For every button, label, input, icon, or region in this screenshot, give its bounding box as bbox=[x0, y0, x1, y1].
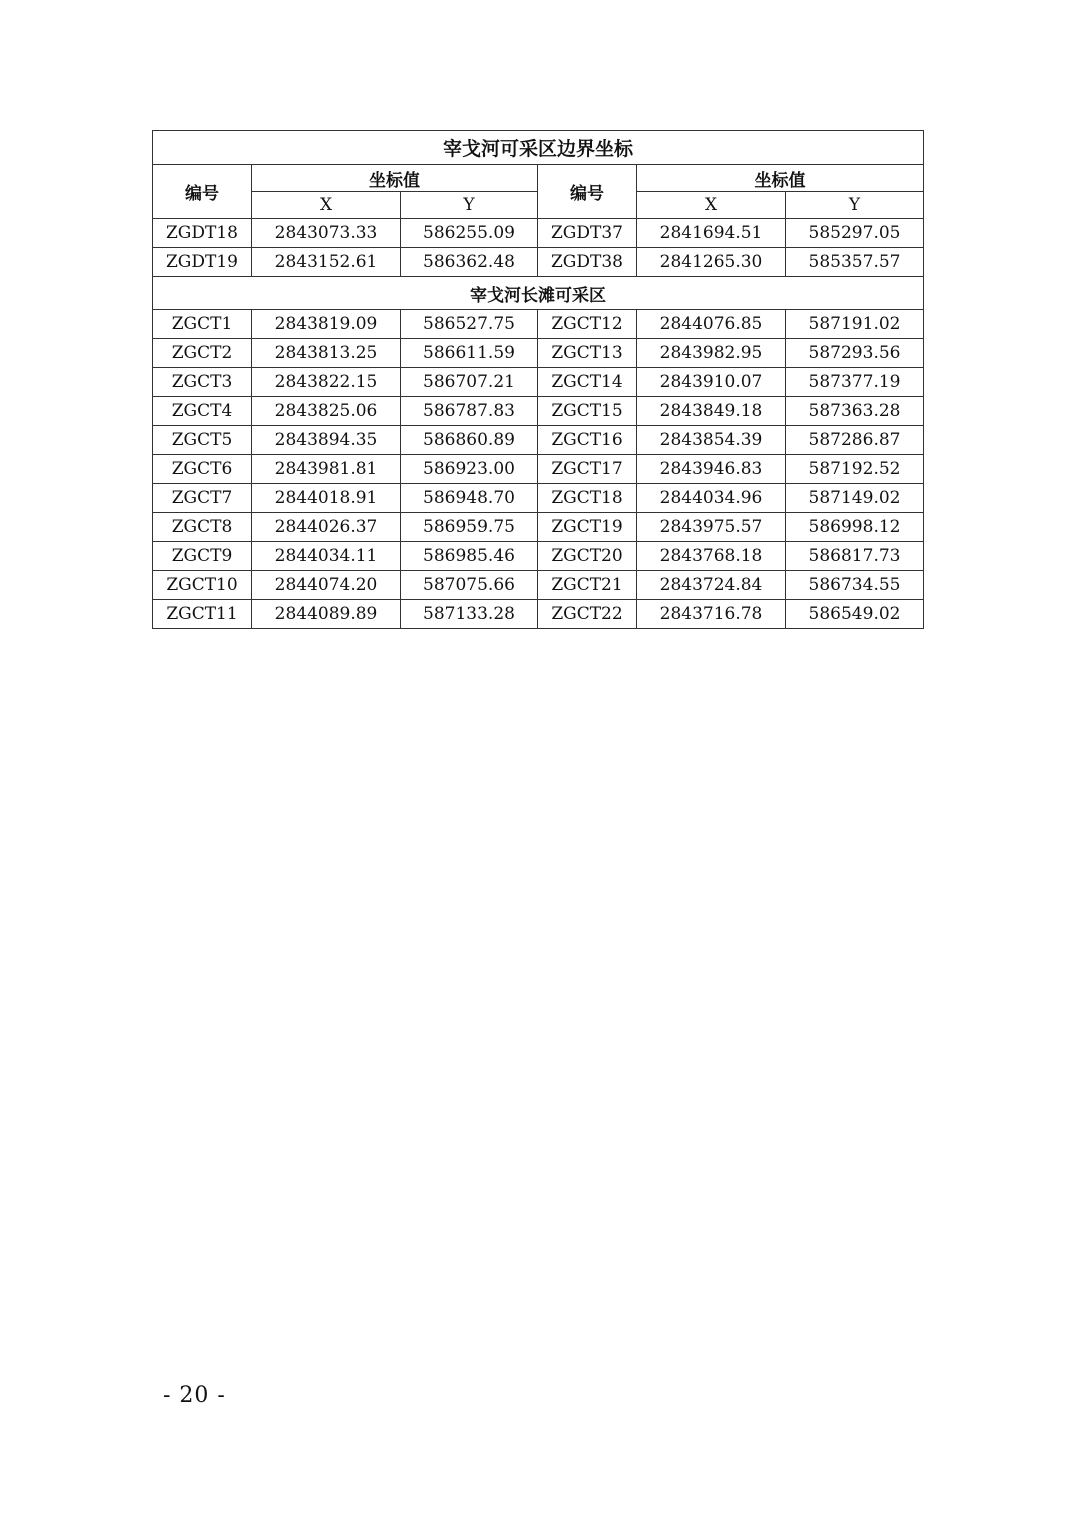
table-row bbox=[153, 426, 924, 455]
table-title: 宰戈河可采区边界坐标 bbox=[153, 131, 924, 165]
x-value-cell: 2844076.85 bbox=[637, 310, 786, 339]
id-column-header: 编号 bbox=[538, 165, 637, 219]
point-id-cell: ZGCT12 bbox=[538, 310, 637, 339]
y-value-cell: 586362.48 bbox=[401, 248, 538, 277]
x-value-cell: 2843946.83 bbox=[637, 455, 786, 484]
x-column-header: X bbox=[252, 192, 401, 219]
x-value-cell: 2844074.20 bbox=[252, 571, 401, 600]
point-id-cell: ZGCT1 bbox=[153, 310, 252, 339]
point-id-cell: ZGCT22 bbox=[538, 600, 637, 629]
section-title: 宰戈河长滩可采区 bbox=[153, 277, 924, 310]
y-value-cell: 587149.02 bbox=[786, 484, 924, 513]
table-row bbox=[153, 513, 924, 542]
page-number: - 20 - bbox=[163, 1383, 226, 1408]
id-column-header: 编号 bbox=[153, 165, 252, 219]
x-value-cell: 2843768.18 bbox=[637, 542, 786, 571]
point-id-cell: ZGCT2 bbox=[153, 339, 252, 368]
y-column-header: Y bbox=[786, 192, 924, 219]
point-id-cell: ZGCT13 bbox=[538, 339, 637, 368]
y-value-cell: 586817.73 bbox=[786, 542, 924, 571]
x-value-cell: 2844026.37 bbox=[252, 513, 401, 542]
x-value-cell: 2843982.95 bbox=[637, 339, 786, 368]
table-row bbox=[153, 600, 924, 629]
x-value-cell: 2844034.96 bbox=[637, 484, 786, 513]
y-value-cell: 586948.70 bbox=[401, 484, 538, 513]
y-value-cell: 586985.46 bbox=[401, 542, 538, 571]
point-id-cell: ZGCT11 bbox=[153, 600, 252, 629]
y-value-cell: 587075.66 bbox=[401, 571, 538, 600]
table-row bbox=[153, 484, 924, 513]
y-value-cell: 586860.89 bbox=[401, 426, 538, 455]
x-value-cell: 2844034.11 bbox=[252, 542, 401, 571]
table-row bbox=[153, 455, 924, 484]
y-value-cell: 586734.55 bbox=[786, 571, 924, 600]
table-row bbox=[153, 310, 924, 339]
y-value-cell: 586923.00 bbox=[401, 455, 538, 484]
y-column-header: Y bbox=[401, 192, 538, 219]
x-value-cell: 2843975.57 bbox=[637, 513, 786, 542]
x-value-cell: 2843819.09 bbox=[252, 310, 401, 339]
point-id-cell: ZGCT4 bbox=[153, 397, 252, 426]
y-value-cell: 586549.02 bbox=[786, 600, 924, 629]
coordinate-table bbox=[152, 130, 924, 629]
point-id-cell: ZGDT18 bbox=[153, 219, 252, 248]
table-row bbox=[153, 368, 924, 397]
y-value-cell: 587192.52 bbox=[786, 455, 924, 484]
table-row bbox=[153, 571, 924, 600]
x-value-cell: 2843813.25 bbox=[252, 339, 401, 368]
point-id-cell: ZGCT10 bbox=[153, 571, 252, 600]
x-value-cell: 2843894.35 bbox=[252, 426, 401, 455]
x-column-header: X bbox=[637, 192, 786, 219]
point-id-cell: ZGCT5 bbox=[153, 426, 252, 455]
x-value-cell: 2843854.39 bbox=[637, 426, 786, 455]
x-value-cell: 2844018.91 bbox=[252, 484, 401, 513]
table-row bbox=[153, 248, 924, 277]
x-value-cell: 2843716.78 bbox=[637, 600, 786, 629]
point-id-cell: ZGCT14 bbox=[538, 368, 637, 397]
point-id-cell: ZGCT20 bbox=[538, 542, 637, 571]
point-id-cell: ZGCT21 bbox=[538, 571, 637, 600]
point-id-cell: ZGCT7 bbox=[153, 484, 252, 513]
y-value-cell: 585297.05 bbox=[786, 219, 924, 248]
point-id-cell: ZGCT3 bbox=[153, 368, 252, 397]
point-id-cell: ZGCT16 bbox=[538, 426, 637, 455]
y-value-cell: 587377.19 bbox=[786, 368, 924, 397]
y-value-cell: 587363.28 bbox=[786, 397, 924, 426]
x-value-cell: 2843910.07 bbox=[637, 368, 786, 397]
x-value-cell: 2841265.30 bbox=[637, 248, 786, 277]
y-value-cell: 587191.02 bbox=[786, 310, 924, 339]
x-value-cell: 2843724.84 bbox=[637, 571, 786, 600]
y-value-cell: 586998.12 bbox=[786, 513, 924, 542]
table-row bbox=[153, 339, 924, 368]
y-value-cell: 587133.28 bbox=[401, 600, 538, 629]
y-value-cell: 586959.75 bbox=[401, 513, 538, 542]
x-value-cell: 2841694.51 bbox=[637, 219, 786, 248]
y-value-cell: 586707.21 bbox=[401, 368, 538, 397]
x-value-cell: 2843981.81 bbox=[252, 455, 401, 484]
x-value-cell: 2843152.61 bbox=[252, 248, 401, 277]
y-value-cell: 587286.87 bbox=[786, 426, 924, 455]
point-id-cell: ZGCT8 bbox=[153, 513, 252, 542]
y-value-cell: 586787.83 bbox=[401, 397, 538, 426]
table-row bbox=[153, 397, 924, 426]
coord-column-header: 坐标值 bbox=[252, 165, 538, 192]
y-value-cell: 585357.57 bbox=[786, 248, 924, 277]
y-value-cell: 587293.56 bbox=[786, 339, 924, 368]
point-id-cell: ZGDT37 bbox=[538, 219, 637, 248]
coord-column-header: 坐标值 bbox=[637, 165, 924, 192]
y-value-cell: 586527.75 bbox=[401, 310, 538, 339]
x-value-cell: 2843849.18 bbox=[637, 397, 786, 426]
point-id-cell: ZGDT19 bbox=[153, 248, 252, 277]
table-row bbox=[153, 219, 924, 248]
x-value-cell: 2843822.15 bbox=[252, 368, 401, 397]
x-value-cell: 2844089.89 bbox=[252, 600, 401, 629]
point-id-cell: ZGCT18 bbox=[538, 484, 637, 513]
y-value-cell: 586611.59 bbox=[401, 339, 538, 368]
point-id-cell: ZGCT15 bbox=[538, 397, 637, 426]
x-value-cell: 2843073.33 bbox=[252, 219, 401, 248]
point-id-cell: ZGCT19 bbox=[538, 513, 637, 542]
point-id-cell: ZGCT9 bbox=[153, 542, 252, 571]
y-value-cell: 586255.09 bbox=[401, 219, 538, 248]
table-row bbox=[153, 542, 924, 571]
x-value-cell: 2843825.06 bbox=[252, 397, 401, 426]
point-id-cell: ZGCT17 bbox=[538, 455, 637, 484]
point-id-cell: ZGCT6 bbox=[153, 455, 252, 484]
point-id-cell: ZGDT38 bbox=[538, 248, 637, 277]
